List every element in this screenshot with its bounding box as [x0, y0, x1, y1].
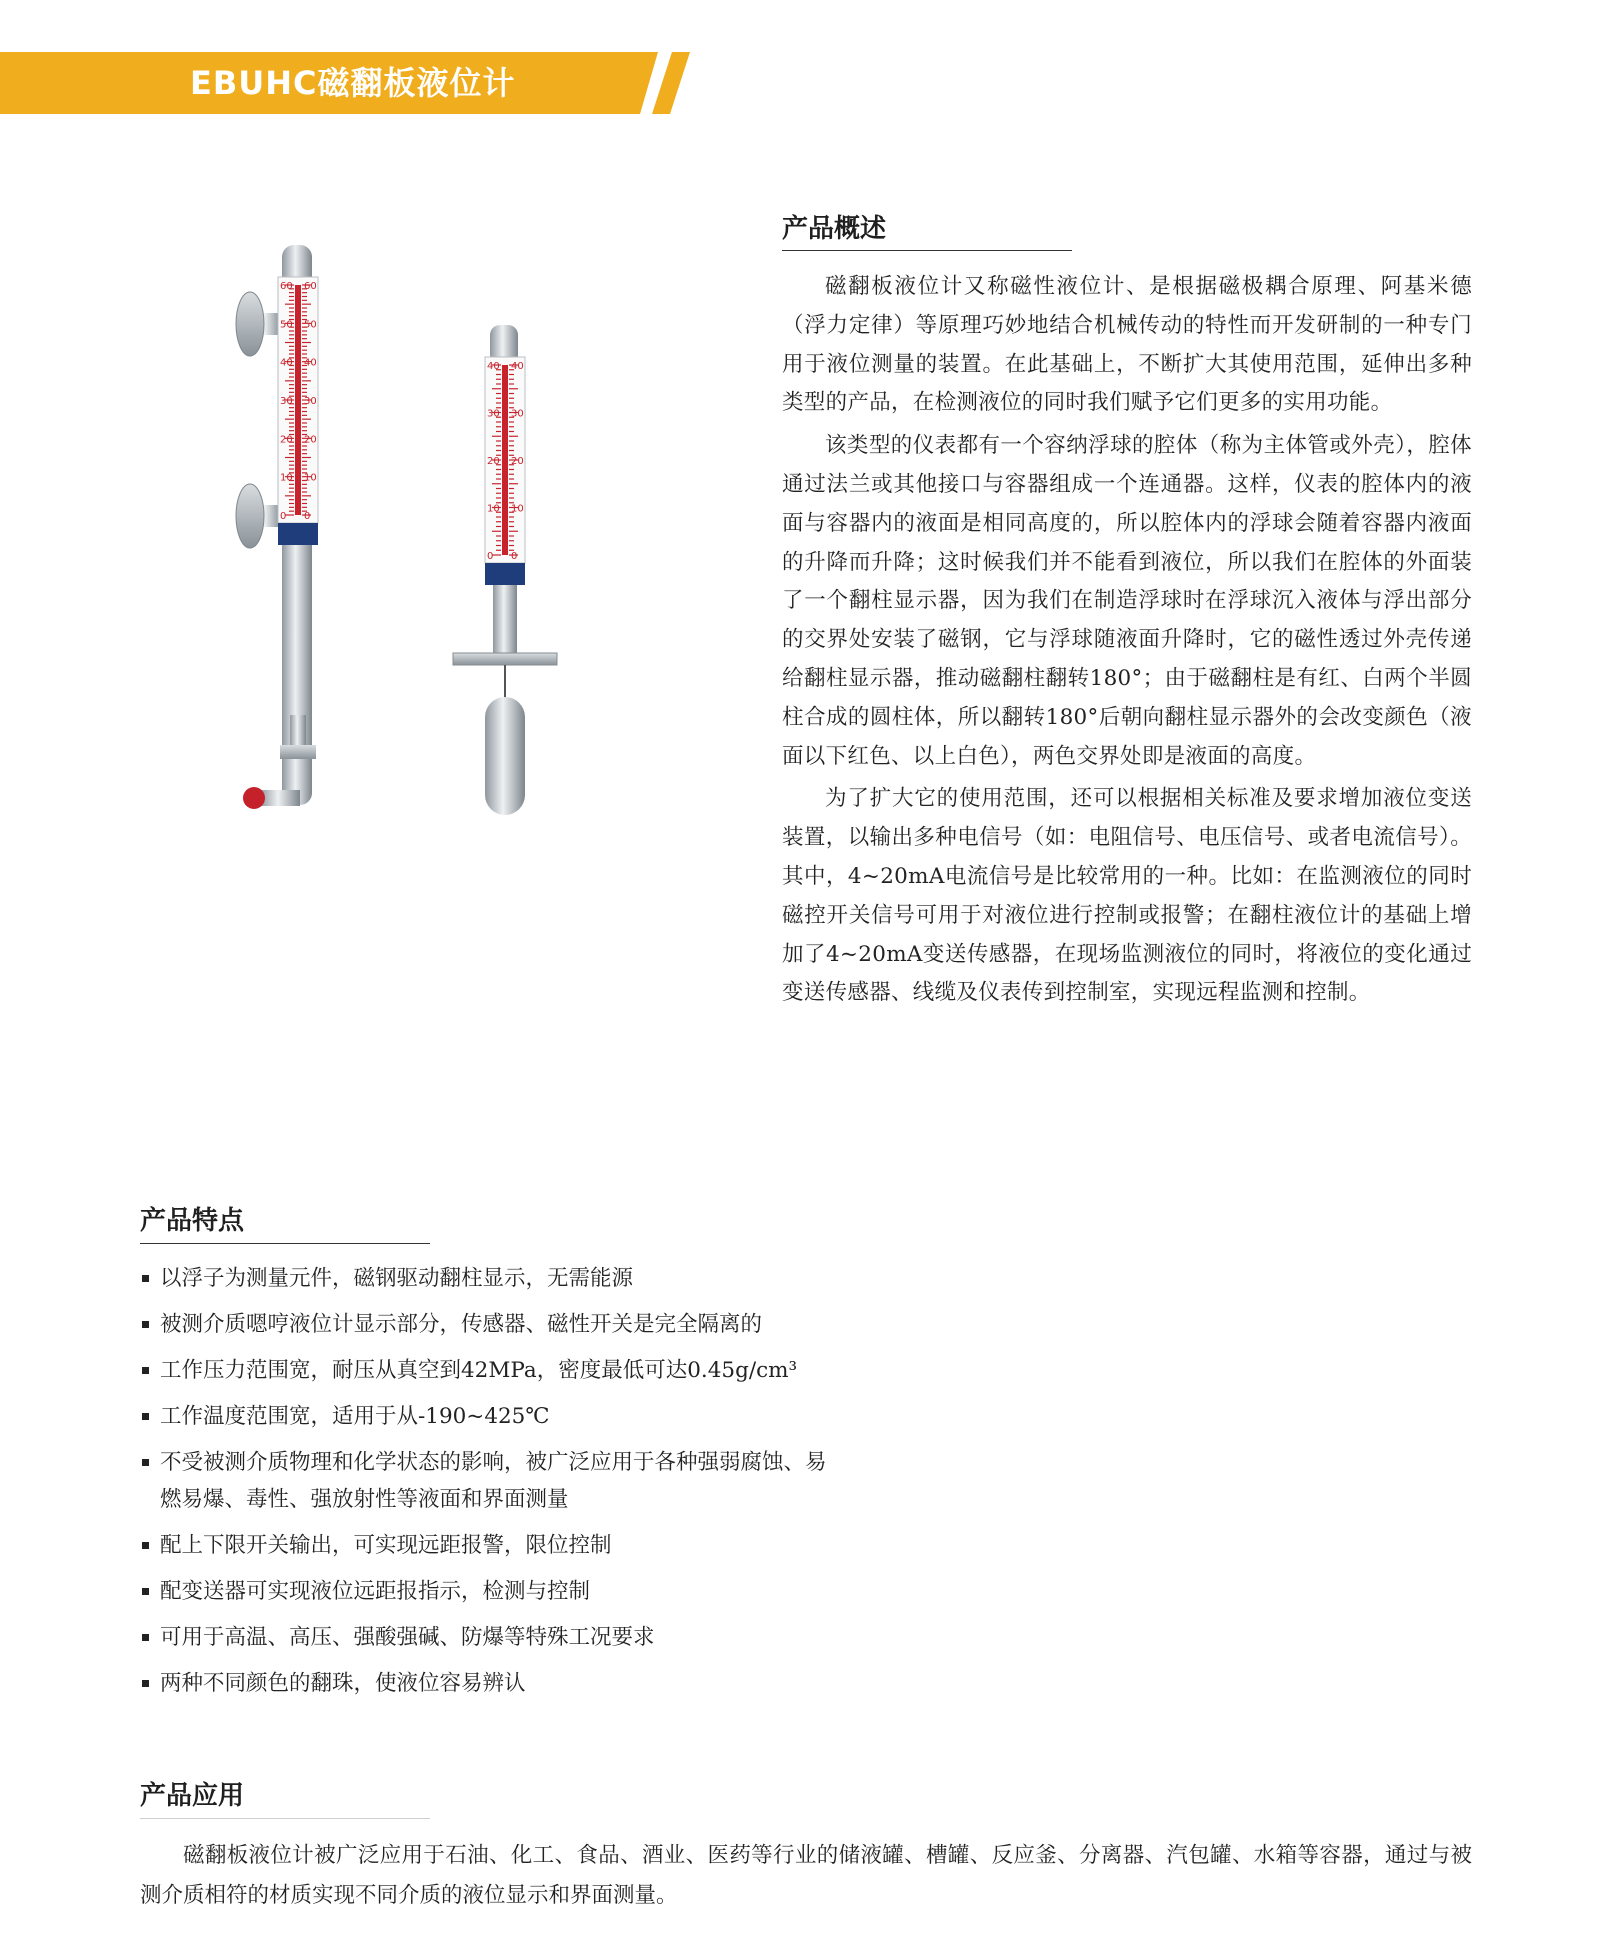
list-item: 两种不同颜色的翻珠，使液位容易辨认	[140, 1665, 860, 1702]
page-title: EBUHC磁翻板液位计	[190, 64, 516, 102]
bullet-icon	[142, 1459, 149, 1466]
bullet-icon	[142, 1321, 149, 1328]
side-scale-label: 50	[280, 319, 293, 331]
side-drain-flange	[280, 745, 316, 759]
side-nameplate	[278, 523, 318, 545]
side-upper-flange	[236, 292, 264, 356]
side-red-column	[295, 285, 301, 515]
list-item: 被测介质嗯哼液位计显示部分，传感器、磁性开关是完全隔离的	[140, 1306, 860, 1343]
top-scale-label: 40	[511, 361, 524, 372]
side-scale-label: 60	[304, 281, 317, 292]
side-scale-label: 50	[304, 319, 317, 331]
list-item: 配变送器可实现液位远距报指示，检测与控制	[140, 1573, 860, 1610]
bullet-icon	[142, 1275, 149, 1282]
bullet-icon	[142, 1588, 149, 1595]
header-banner	[0, 52, 690, 114]
overview-paragraph: 磁翻板液位计又称磁性液位计、是根据磁极耦合原理、阿基米德（浮力定律）等原理巧妙地结合机械传动的特性而开发研制的一种专门用于液位测量的装置。在此基础上，不断扩大其使用范围，延伸出多种类型的产品，在检测液位的同时我们赋予它们更多的实用功能。	[782, 274, 1472, 416]
application-heading: 产品应用	[140, 1781, 245, 1811]
side-scale-label: 30	[280, 396, 293, 407]
list-item: 可用于高温、高压、强酸强碱、防爆等特殊工况要求	[140, 1619, 860, 1656]
features-heading: 产品特点	[140, 1206, 245, 1236]
side-scale-label: 0	[280, 511, 287, 522]
overview-paragraph: 为了扩大它的使用范围，还可以根据相关标准及要求增加液位变送装置，以输出多种电信号（如：电阻信号、电压信号、或者电流信号）。其中，4~20mA电流信号是比较常用的一种。比如：在监测液位的同时磁控开关信号可用于对液位进行控制或报警；在翻柱液位计的基础上增加了4~20mA变送传感器，在现场监测液位的同时，将液位的变化通过变送传感器、线缆及仪表传到控制室，实现远程监测和控制。	[782, 786, 1472, 1006]
overview-heading: 产品概述	[782, 214, 887, 244]
top-scale-label: 20	[487, 456, 500, 467]
side-scale-label: 40	[280, 357, 293, 369]
top-mounted-level-gauge-image	[445, 325, 585, 845]
top-scale-label: 10	[487, 503, 500, 515]
top-neck	[493, 585, 517, 655]
top-scale-label: 0	[511, 551, 518, 562]
side-mounted-level-gauge-image	[200, 245, 350, 825]
list-item: 以浮子为测量元件，磁钢驱动翻柱显示，无需能源	[140, 1260, 860, 1297]
side-scale-label: 20	[280, 434, 293, 446]
application-heading-rule	[140, 1818, 430, 1819]
top-scale-label: 10	[511, 503, 524, 515]
top-scale-label: 20	[511, 456, 524, 467]
overview-body	[782, 268, 1472, 1013]
application-text: 磁翻板液位计被广泛应用于石油、化工、食品、酒业、医药等行业的储液罐、槽罐、反应釜、分离器、汽包罐、水箱等容器，通过与被测介质相符的材质实现不同介质的液位显示和界面测量。	[140, 1843, 1472, 1908]
features-list	[140, 1260, 860, 1711]
top-nameplate	[485, 563, 525, 585]
side-scale-label: 20	[304, 434, 317, 446]
bullet-icon	[142, 1542, 149, 1549]
overview-heading-rule	[782, 250, 1072, 251]
side-scale-label: 60	[280, 281, 293, 292]
top-flange	[453, 653, 557, 665]
list-item: 工作温度范围宽，适用于从-190~425℃	[140, 1398, 860, 1435]
bullet-icon	[142, 1634, 149, 1641]
top-float-ball	[485, 697, 525, 815]
side-valve-body	[260, 790, 300, 806]
side-scale-label: 10	[304, 472, 317, 484]
top-scale-label: 30	[487, 408, 500, 420]
list-item: 不受被测介质物理和化学状态的影响，被广泛应用于各种强弱腐蚀、易燃易爆、毒性、强放射性等液面和界面测量	[140, 1444, 840, 1518]
top-red-column	[502, 365, 508, 555]
list-item: 工作压力范围宽，耐压从真空到42MPa，密度最低可达0.45g/cm³	[140, 1352, 860, 1389]
side-scale-label: 30	[304, 396, 317, 407]
features-heading-rule	[140, 1243, 430, 1244]
side-lower-flange	[236, 484, 264, 548]
bullet-icon	[142, 1367, 149, 1374]
top-scale-label: 0	[487, 551, 494, 562]
side-scale-label: 10	[280, 472, 293, 484]
top-scale-label: 40	[487, 361, 500, 372]
bullet-icon	[142, 1680, 149, 1687]
bullet-icon	[142, 1413, 149, 1420]
side-scale-label: 0	[304, 511, 311, 522]
overview-paragraph: 该类型的仪表都有一个容纳浮球的腔体（称为主体管或外壳），腔体通过法兰或其他接口与容器组成一个连通器。这样，仪表的腔体内的液面与容器内的液面是相同高度的，所以腔体内的浮球会随着容器内液面的升降而升降；这时候我们并不能看到液位，所以我们在腔体的外面装了一个翻柱显示器，因为我们在制造浮球时在浮球沉入液体与浮出部分的交界处安装了磁钢，它与浮球随液面升降时，它的磁性透过外壳传递给翻柱显示器，推动磁翻柱翻转180°；由于磁翻柱是有红、白两个半圆柱合成的圆柱体，所以翻转180°后朝向翻柱显示器外的会改变颜色（液面以下红色、以上白色），两色交界处即是液面的高度。	[782, 433, 1472, 769]
side-valve-handwheel	[243, 787, 265, 809]
top-scale-label: 30	[511, 408, 524, 420]
list-item: 配上下限开关输出，可实现远距报警，限位控制	[140, 1527, 860, 1564]
side-scale-label: 40	[304, 357, 317, 369]
